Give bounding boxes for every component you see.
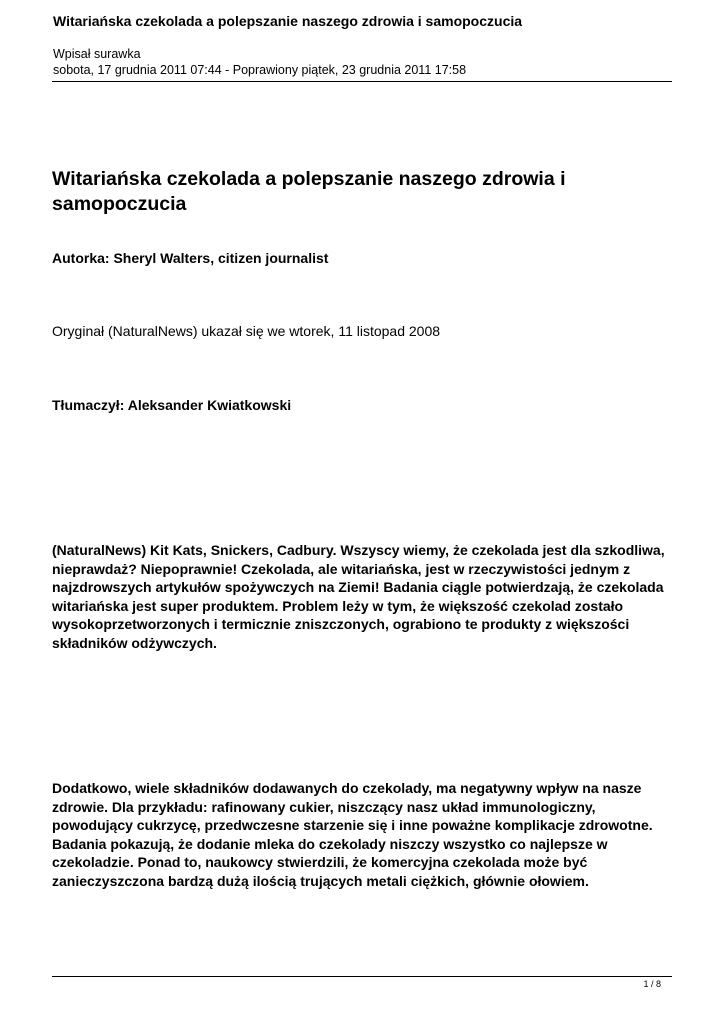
header-meta — [53, 46, 466, 78]
article-author: Autorka: Sheryl Walters, citizen journalist — [52, 250, 329, 266]
article-paragraph: Dodatkowo, wiele składników dodawanych do czekolady, ma negatywny wpływ na nasze zdrowie. Dla przykładu: rafinowany cukier, niszczący nasz układ immunologiczny, powodujący cukrzycę, przedwczesne starzenie się i inne poważne komplikacje zdrowotne. Badania pokazują, że dodanie mleka do czekolady niszczy wszystko co najlepsze w czekoladzie. Ponad to, naukowcy stwierdzili, że komercyjna czekolada może być zanieczyszczona bardzą dużą ilością trujących metali ciężkich, głównie ołowiem. — [52, 780, 653, 889]
article-translator: Tłumaczył: Aleksander Kwiatkowski — [52, 397, 292, 413]
article-paragraph: (NaturalNews) Kit Kats, Snickers, Cadbury. Wszyscy wiemy, że czekolada jest dla szkodliwa, nieprawdaż? Niepoprawnie! Czekolada, ale witariańska, jest w rzeczywistości jednym z najzdrowszych artykułów spożywczych na Ziemi! Badania ciągle potwierdzają, że czekolada witariańska jest super produktem. Problem leży w tym, że większość czekolad zostało wysokoprzetworzonych i termicznie zniszczonych, ograbiono te produkty z większości składników odżywczych. — [52, 542, 665, 651]
header-title: Witariańska czekolada a polepszanie naszego zdrowia i samopoczucia — [53, 13, 523, 29]
article-original-source: Oryginał (NaturalNews) ukazał się we wtorek, 11 listopad 2008 — [52, 323, 441, 339]
header-divider — [52, 81, 672, 82]
header-author: Wpisał surawka — [53, 47, 141, 61]
header-date: sobota, 17 grudnia 2011 07:44 - Poprawiony piątek, 23 grudnia 2011 17:58 — [53, 63, 467, 77]
article-title: Witariańska czekolada a polepszanie naszego zdrowia i samopoczucia — [52, 168, 566, 215]
footer-divider — [52, 976, 672, 977]
page-number: 1 / 8 — [643, 979, 661, 989]
